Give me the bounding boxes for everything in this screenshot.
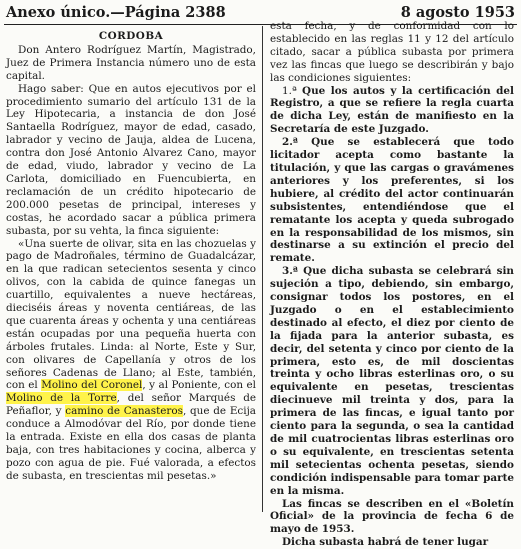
condition-1 — [270, 85, 514, 137]
finca-text-4: , que de Ecija conduce a Almodóvar del Río, por donde tiene la entrada. Existe en ella dos casas de planta baja, con tres habitaciones y cocina, alberca y pozo con agua de pie. Fué valorada, a efectos de subasta, en trescientas mil pesetas.» — [6, 405, 256, 482]
intro-paragraph: Don Antero Rodríguez Martín, Magistrado, Juez de Primera Instancia número uno de esta capital. — [6, 43, 256, 82]
finca-text-3: , del señor Marqués de Peñaflor, y — [6, 392, 256, 418]
condition-1-text: Que los autos y la certificación del Registro, a que se refiere la regla cuarta de dicha Ley, están de manifiesto en la Secretaría de este Juzgado. — [270, 84, 514, 136]
section-title-cordoba: CORDOBA — [98, 30, 164, 42]
column-divider — [262, 26, 263, 512]
hago-text-end: siguiente: — [167, 224, 220, 237]
boletin-reference: Las fincas se describen en el «Boletín Oficial» de la provincia de fecha 6 de mayo de 1953. — [270, 497, 514, 536]
finca-description — [6, 238, 256, 483]
condition-2: 2.ª Que se establecerá que todo licitador acepta como bastante la titulación, y que las cargas o gravámenes anteriores y los preferentes, si los hubiere, al crédito del actor continuarán subsistentes, entendiéndose que el rematante los acepta y queda subrogado en la responsabilidad de los mismos, sin destinarse a su extinción el precio del remate. — [270, 136, 514, 265]
header-left: Anexo único.—Página 2388 — [6, 4, 226, 21]
header-date: 8 agosto 1953 — [400, 4, 515, 21]
hago-text: Hago saber: Que en autos ejecutivos por el procedimiento sumario del artículo 131 de la Ley Hipotecaria, a instancia de don José Santaella Rodríguez, mayor de edad, casado, labrador y vecino de Jauja, aldea de Lucena, contra don José Antonio Alvarez Cano, mayor de edad, viudo, labrador y vecino de La Carlota, domiciliado en Fuencubierta, en reclamación de un crédito hipotecario de 200.000 pesetas de principal, intereses y costas, he acordado sacar a pública primera subasta, por su vehta, la finca — [6, 82, 256, 237]
highlight-molino-torre: Molino de la Torre — [6, 392, 117, 405]
condition-3: 3.ª Que dicha subasta se celebrará sin sujeción a tipo, debiendo, sin embargo, consignar todos los postores, en el Juzgado o en el establecimiento destinado al efecto, el diez por ciento de la fijada para la anterior subasta, es decir, del setenta y cinco por ciento de la primera, esto es, de mil doscientas treinta y ocho libras esterlinas oro, o su equivalente en pesetas, trescientas diecinueve mil treinta y dos, para la primera de las fincas, e igual tanto por ciento para la segunda, o sea la cantidad de mil cuatrocientas libras esterlinas oro o su equivalente, en trescientas setenta mil setecientas ochenta pesetas, siendo condición indispensable para tomar parte en la misma. — [270, 265, 514, 497]
right-column — [270, 20, 514, 549]
hago-saber-paragraph — [6, 83, 256, 238]
condition-1-number: 1.ª — [282, 84, 303, 97]
subasta-lugar: Dicha subasta habrá de tener lugar — [282, 536, 489, 549]
continuation-paragraph: esta fecha, y de conformidad con lo establecido en las reglas 11 y 12 del artículo citado, sacar a pública subasta por primera vez las fincas que luego se describirán y bajo las condiciones siguientes: — [270, 20, 514, 84]
left-column — [6, 30, 256, 483]
finca-text-1: «Una suerte de olivar, sita en las chozuelas y pago de Madroñales, término de Guadalcázar, en la que radican setecientos sesenta y cinco olivos, con la cabida de quince fanegas un cuartillo, equivalentes a nueve hectáreas, dieciséis áreas y noventa centiáreas, de las que cuarenta áreas y ochenta y una centiáreas están ocupadas por una pequeña huerta con árboles frutales. Linda: al Norte, Este y Sur, con olivares de Capellanía y otros de los señores Cadenas de Llano; al Este, también, con el — [6, 237, 256, 392]
finca-text-2: , y al Poniente, con el — [142, 379, 256, 392]
highlight-molino-coronel: Molino del Coronel — [41, 379, 143, 392]
highlight-camino-canasteros: camino de Canasteros — [65, 405, 183, 418]
